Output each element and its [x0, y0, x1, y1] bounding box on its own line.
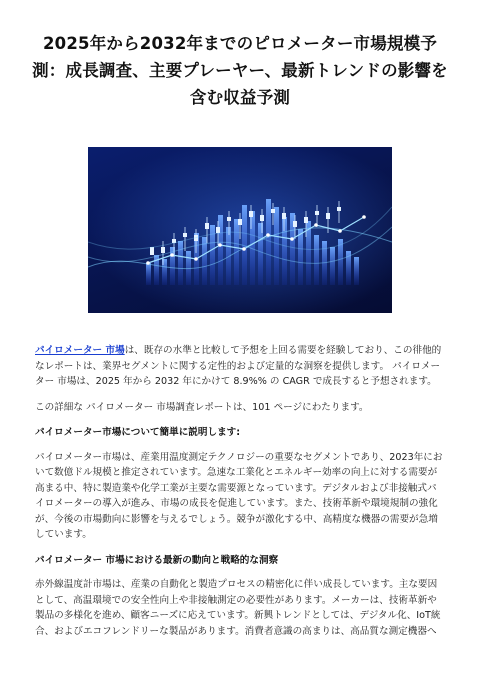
hero-candle-body [238, 219, 242, 225]
article-body [35, 343, 445, 649]
hero-candle-body [150, 247, 154, 255]
market-link[interactable]: パイロメーター 市場 [35, 345, 125, 356]
hero-candle-body [271, 209, 275, 213]
financial-chart-illustration [88, 147, 392, 313]
section2-body: 赤外線温度計市場は、産業の自動化と製造プロセスの精密化に伴い成長しています。主な要因として、高温環境での安全性向上や非接触測定の必要性があります。メーカーは、技術革新や製品の多様化を進め、顧客ニーズに応えています。新興トレンドとしては、デジタル化、IoT統合、およびエコフレンドリーな製品があります。消費者意識の高まりは、高品質な測定機器へ [35, 579, 441, 637]
hero-candle-body [216, 227, 220, 233]
hero-bar [314, 235, 319, 285]
hero-candle-body [337, 207, 341, 211]
hero-candle-body [205, 223, 209, 229]
hero-candle-body [260, 215, 264, 221]
hero-trend-node [266, 233, 270, 237]
section1-heading: パイロメーター市場について簡単に説明します: [35, 427, 241, 438]
pages-note: この詳細な パイロメーター 市場調査レポートは、101 ページにわたります。 [35, 401, 369, 413]
hero-trend-node [146, 261, 150, 265]
hero-bar [354, 257, 359, 285]
hero-candle-body [282, 213, 286, 219]
hero-candle-body [161, 247, 165, 253]
hero-candle-body [315, 211, 319, 215]
hero-bar [338, 239, 343, 285]
hero-bar [178, 241, 183, 285]
hero-bar [146, 263, 151, 285]
hero-candle-body [304, 217, 308, 223]
hero-candle-body [293, 221, 297, 227]
hero-bar [186, 251, 191, 285]
hero-trend-node [338, 229, 342, 233]
intro-paragraph [35, 343, 445, 390]
hero-trend-node [242, 247, 246, 251]
hero-bar [330, 247, 335, 285]
hero-bar [274, 207, 279, 285]
section1-body: パイロメーター市場は、産業用温度測定テクノロジーの重要なセグメントであり、2023年において数億ドル規模と推定されています。急速な工業化とエネルギー効率の向上に対する需要が高まる中、特に製造業や化学工業が主要な需要源となっています。デジタルおよび非接触式パイロメーターの導入が進み、市場の成長を促進しています。また、技術革新や環境規制の強化が、今後の市場動向に影響を与えるでしょう。競争が激化する中、高精度な機器の需要が急増しています。 [35, 451, 443, 540]
hero-trend-node [290, 237, 294, 241]
section2-heading: パイロメーター 市場における最新の動向と戦略的な洞察 [35, 554, 279, 566]
intro-text: は、既存の水準と比較して予想を上回る需要を経験しており、この徘他的なレポートは、業界セグメントに関する定性的および定量的な洞察を提供します。 パイロメーター 市場は、2025 年から 2032 年にかけて 8.9%% の CAGR で成長すると予想されます。 [35, 345, 442, 387]
page-title: 2025年から2032年までのピロメーター市場規模予測：成長調査、主要プレーヤー、最新トレンドの影響を含む収益予測 [32, 34, 448, 107]
hero-trend-node [314, 223, 318, 227]
hero-image [88, 147, 392, 313]
hero-bar [282, 217, 287, 285]
hero-trend-node [218, 243, 222, 247]
hero-candle-body [183, 233, 187, 237]
hero-trend-node [194, 257, 198, 261]
hero-candle-body [326, 213, 330, 219]
hero-candle-body [227, 217, 231, 221]
hero-candle-body [249, 211, 253, 217]
hero-bar [218, 215, 223, 285]
hero-trend-node [170, 253, 174, 257]
hero-trend-node [362, 215, 366, 219]
hero-bar [298, 229, 303, 285]
